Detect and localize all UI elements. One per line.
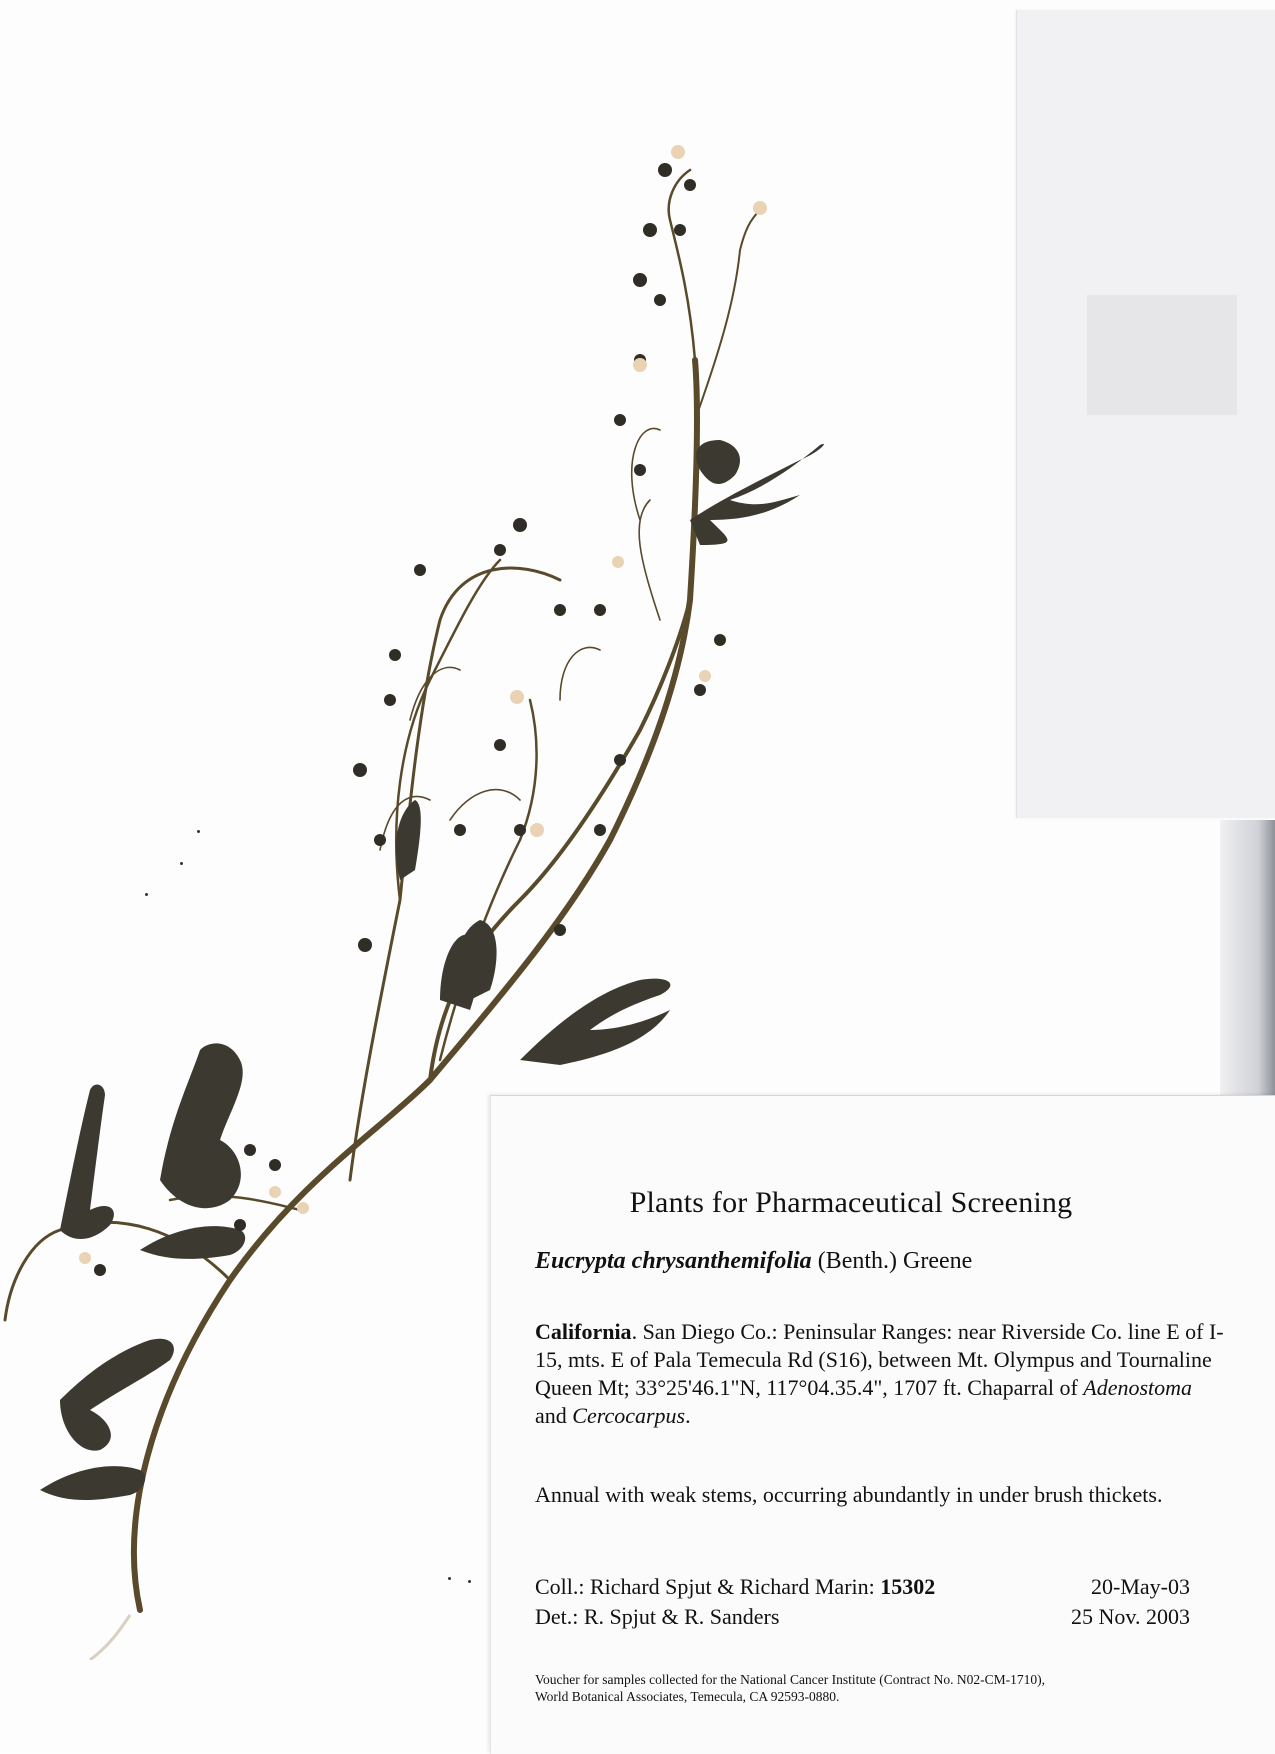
- debris-speck: [448, 1577, 451, 1580]
- debris-speck: [468, 1580, 471, 1583]
- specimen-envelope: [1016, 10, 1275, 818]
- pedicel-curls: [380, 428, 660, 850]
- species-line: [535, 1248, 972, 1275]
- habitat-and: and: [535, 1403, 573, 1428]
- habitat-end: .: [685, 1403, 691, 1428]
- leaf-upper-right-2: [696, 440, 740, 484]
- footer-line-1: Voucher for samples collected for the National Cancer Institute (Contract No. N02-CM-1710),: [535, 1672, 1045, 1687]
- collection-number: 15302: [880, 1574, 936, 1599]
- determination-date: 25 Nov. 2003: [1071, 1604, 1190, 1629]
- leaf-center: [440, 934, 479, 1010]
- leaf-left-large: [160, 1043, 243, 1208]
- voucher-footer: [535, 1671, 1235, 1705]
- debris-speck: [145, 893, 148, 896]
- species-authority: (Benth.) Greene: [817, 1248, 973, 1274]
- leaf-mid: [520, 979, 670, 1065]
- label-title: Plants for Pharmaceutical Screening: [629, 1186, 1073, 1219]
- determiner-row: [535, 1604, 1235, 1630]
- envelope-label-strip: [1087, 295, 1237, 415]
- leaf-top-left: [396, 800, 421, 880]
- species-name: Eucrypta chrysanthemifolia: [535, 1248, 812, 1274]
- footer-line-2: World Botanical Associates, Temecula, CA 92593-0880.: [535, 1689, 840, 1704]
- specimen-label: [490, 1095, 1275, 1754]
- leaf-lower-left-2: [40, 1466, 145, 1500]
- collector-row: [535, 1574, 1235, 1600]
- root: [90, 1615, 130, 1660]
- habit-description: Annual with weak stems, occurring abundantly in under brush thickets.: [535, 1482, 1163, 1507]
- scan-shadow: [1220, 820, 1275, 1100]
- locality-description: . San Diego Co.: Peninsular Ranges: near Riverside Co. line E of I-15, mts. E of Pala Temecula Rd (S16), between Mt. Olympus and Tournaline Queen Mt; 33°25'46.1"N, 117°04.35.4", 1707 ft. Chaparral of: [535, 1319, 1224, 1400]
- upper-inflorescence-2: [695, 210, 760, 420]
- habitat-genus-1: Adenostoma: [1083, 1375, 1193, 1400]
- collectors: Coll.: Richard Spjut & Richard Marin:: [535, 1574, 881, 1599]
- locality-state: California: [535, 1319, 632, 1344]
- left-stem: [350, 568, 560, 1180]
- habitat-genus-2: Cercocarpus: [572, 1403, 686, 1428]
- locality-text: [535, 1318, 1225, 1430]
- upper-inflorescence: [669, 170, 695, 360]
- debris-speck: [180, 862, 183, 865]
- collection-date: 20-May-03: [1091, 1574, 1190, 1599]
- debris-speck: [197, 830, 200, 833]
- leaf-left-long: [60, 1085, 114, 1240]
- determiner: Det.: R. Spjut & R. Sanders: [535, 1604, 780, 1629]
